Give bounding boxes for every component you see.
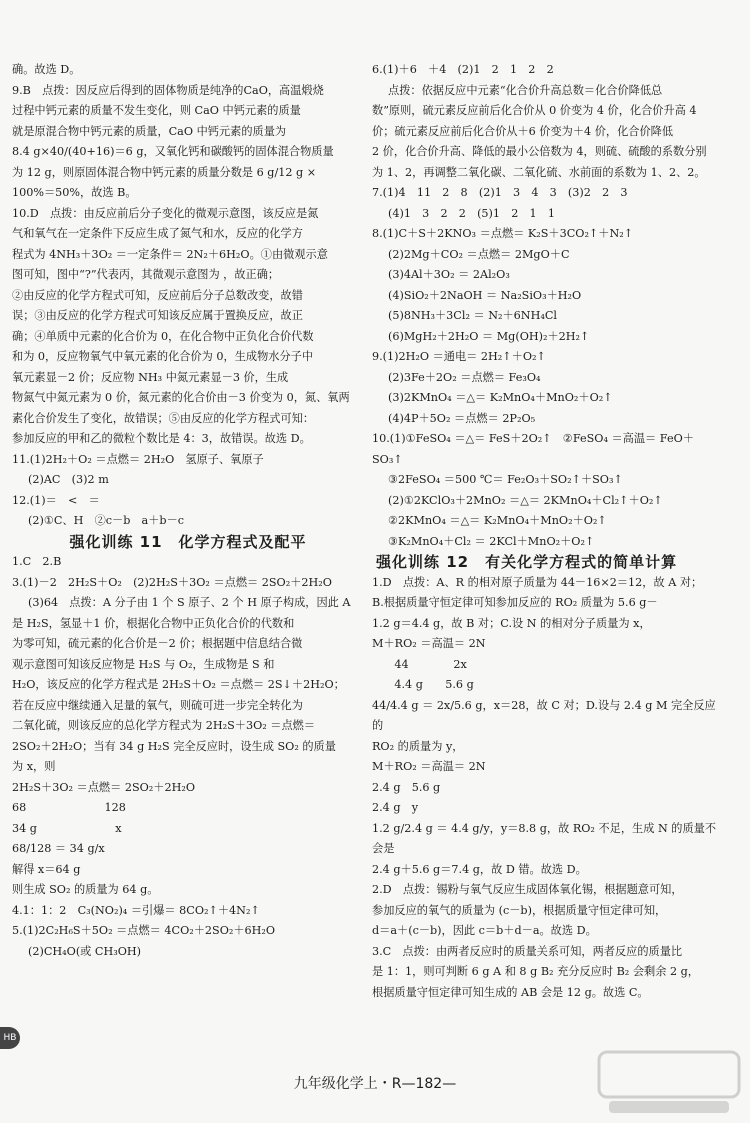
answer-line: 1.D 点拨：A、R 的相对原子质量为 44－16×2＝12，故 A 对； [372,575,703,589]
answer-line: 若在反应中继续通入足量的氧气，则硫可进一步完全转化为 [12,698,303,712]
answer-line: 11.(1)2H₂＋O₂ ＝点燃＝ 2H₂O 氢原子、氧原子 [12,452,264,466]
answer-line: 程式为 4NH₃＋3O₂ ＝一定条件＝ 2N₂＋6H₂O。①由微观示意 [12,247,328,261]
edition-badge: HB [0,1027,20,1049]
answer-line: 解得 x＝64 g [12,862,81,876]
answer-line: (2)3Fe＋2O₂ ＝点燃＝ Fe₃O₄ [388,370,541,384]
answer-line: 参加反应的甲和乙的微粒个数比是 4：3，故错误。故选 D。 [12,432,311,445]
answer-line: 68 128 [12,801,126,814]
answer-line: 12.(1)＝ < ＝ [12,493,100,507]
answer-line: 1.C 2.B [12,555,62,568]
answer-line: (2)2Mg＋CO₂ ＝点燃＝ 2MgO＋C [388,247,570,261]
answer-line: 为 12 g，则原固体混合物中钙元素的质量分数是 6 g/12 g × [12,165,317,179]
answer-line: 9.(1)2H₂O ＝通电＝ 2H₂↑＋O₂↑ [372,350,546,363]
answer-line: 就是原混合物中钙元素的质量，CaO 中钙元素的质量为 [12,124,287,138]
answer-line: d＝a＋(c－b)，因此 c＝b＋d－a。故选 D。 [372,924,597,937]
answer-line: (2)CH₄O(或 CH₃OH) [28,944,142,958]
answer-line: 4.4 g 5.6 g [372,678,474,691]
answer-line: (4)1 3 2 2 (5)1 2 1 1 [388,206,555,220]
answer-line: 素化合价发生了变化，故错误；⑤由反应的化学方程式可知： [12,411,315,425]
answer-line: RO₂ 的质量为 y， [372,739,464,753]
answer-line: 是 H₂S，氢显＋1 价，根据化合物中正负化合价的代数和 [12,616,295,630]
answer-line: 9.B 点拨：因反应后得到的固体物质是纯净的CaO，高温煅烧 [12,83,324,97]
answer-line: (5)8NH₃＋3Cl₂ ＝ N₂＋6NH₄Cl [388,309,557,322]
right-column [372,60,724,1003]
answer-line: 3.C 点拨：由两者反应时的质量关系可知，两者反应的质量比 [372,944,683,958]
answer-line: (2)①C、H ②c－b a＋b－c [28,514,185,527]
answer-line: M＋RO₂ ＝高温＝ 2N [372,637,486,650]
answer-line: 2SO₂＋2H₂O；当有 34 g H₂S 完全反应时，设生成 SO₂ 的质量 [12,739,336,753]
answer-line: 3.(1)－2 2H₂S＋O₂ (2)2H₂S＋3O₂ ＝点燃＝ 2SO₂＋2H₂O [12,575,332,589]
answer-line: 为 x，则 [12,760,56,773]
page-footer: 九年级化学上・R—182— [293,1076,457,1092]
answer-line: 1.2 g＝4.4 g，故 B 对；C.设 N 的相对分子质量为 x， [372,616,651,630]
answer-line: 2.D 点拨：锡粉与氧气反应生成固体氧化锡，根据题意可知， [372,883,683,896]
answer-line: (2)①2KClO₃＋2MnO₂ ＝△＝ 2KMnO₄＋Cl₂↑＋O₂↑ [388,493,663,507]
answer-line: 2.4 g y [372,801,419,814]
answer-line: ②2KMnO₄ ＝△＝ K₂MnO₄＋MnO₂＋O₂↑ [388,514,607,527]
answer-line: 点拨：依据反应中元素“化合价升高总数＝化合价降低总 [388,83,663,97]
answer-line: 为 1、2，再调整二氧化碳、二氧化硫、水前面的系数为 1、2、2。 [372,165,706,179]
section-heading: 强化训练 11 化学方程式及配平 [69,532,307,551]
answer-line: (2)AC (3)2 m [28,473,109,486]
answer-line: 2.4 g 5.6 g [372,780,441,794]
answer-line: 物氮气中氮元素为 0 价，氮元素的化合价由－3 价变为 0，氮、氧两 [12,391,350,404]
answer-line: 和为 0，反应物氧气中氧元素的化合价为 0，生成物水分子中 [12,350,314,363]
answer-line: ③2FeSO₄ ＝500 ℃＝ Fe₂O₃＋SO₂↑＋SO₃↑ [388,473,623,486]
answer-line: 4.1：1：2 C₃(NO₂)₄ ＝引爆＝ 8CO₂↑＋4N₂↑ [12,903,260,917]
answer-line: M＋RO₂ ＝高温＝ 2N [372,760,486,773]
section-heading: 强化训练 12 有关化学方程式的简单计算 [376,553,678,571]
answer-line: (4)SiO₂＋2NaOH ＝ Na₂SiO₃＋H₂O [388,288,582,302]
answer-line: H₂O，该反应的化学方程式是 2H₂S＋O₂ ＝点燃＝ 2S↓＋2H₂O； [12,678,345,691]
answer-line: 10.D 点拨：由反应前后分子变化的微观示意图，该反应是氮 [12,206,319,220]
answer-line: 参加反应的氧气的质量为 (c－b)，根据质量守恒定律可知， [372,903,667,917]
answer-line: 68/128 ＝ 34 g/x [12,842,105,855]
answer-line: 7.(1)4 11 2 8 (2)1 3 4 3 (3)2 2 3 [372,186,628,199]
answer-line: 氧元素显－2 价；反应物 NH₃ 中氮元素显－3 价，生成 [12,370,289,384]
answer-line: (3)4Al＋3O₂ ＝ 2Al₂O₃ [388,268,510,281]
answer-line: 2.4 g＋5.6 g＝7.4 g，故 D 错。故选 D。 [372,862,587,876]
answer-line: 34 g x [12,821,122,835]
left-column [12,60,364,962]
answer-line: 6.(1)＋6 ＋4 (2)1 2 1 2 2 [372,63,554,76]
answer-line: 观示意图可知该反应物是 H₂S 与 O₂，生成物是 S 和 [12,657,275,671]
answer-line: 过程中钙元素的质量不发生变化，则 CaO 中钙元素的质量 [12,104,301,117]
answer-line: (6)MgH₂＋2H₂O ＝ Mg(OH)₂＋2H₂↑ [388,329,590,343]
answer-line: 2 价，化合价升高、降低的最小公倍数为 4，则硫、硫酸的系数分别 [372,145,707,158]
answer-line: 1.2 g/2.4 g ＝ 4.4 g/y，y＝8.8 g，故 RO₂ 不足，生成 N 的质量不会是 [372,821,717,855]
answer-line: (4)4P＋5O₂ ＝点燃＝ 2P₂O₅ [388,411,536,425]
answer-line: 确。故选 D。 [12,63,81,76]
answer-line: 是 1：1，则可判断 6 g A 和 8 g B₂ 充分反应时 B₂ 会剩余 2 g， [372,965,699,978]
answer-line: 价；硫元素反应前后化合价从＋6 价变为＋4 价，化合价降低 [372,124,674,138]
answer-line: ②由反应的化学方程式可知，反应前后分子总数改变，故错 [12,288,303,302]
answer-line: 100%＝50%，故选 B。 [12,186,137,199]
answer-line: 5.(1)2C₂H₆S＋5O₂ ＝点燃＝ 4CO₂＋2SO₂＋6H₂O [12,924,276,937]
answer-line: 误；③由反应的化学方程式可知该反应属于置换反应，故正 [12,309,303,322]
answer-line: 根据质量守恒定律可知生成的 AB 会是 12 g。故选 C。 [372,985,649,999]
answer-line: 数”原则，硫元素反应前后化合价从 0 价变为 4 价，化合价升高 4 [372,104,697,117]
answer-line: 图可知，图中“?”代表丙，其微观示意图为 ，故正确； [12,268,280,281]
answer-line: 44 2x [372,657,467,671]
answer-line: 气和氧气在一定条件下反应生成了氮气和水，反应的化学方 [12,227,303,240]
answer-line: 10.(1)①FeSO₄ ＝△＝ FeS＋2O₂↑ ②FeSO₄ ＝高温＝ FeO＋SO₃↑ [372,432,694,466]
answer-line: ③K₂MnO₄＋Cl₂ ＝ 2KCl＋MnO₂＋O₂↑ [388,534,595,548]
answer-line: (3)2KMnO₄ ＝△＝ K₂MnO₄＋MnO₂＋O₂↑ [388,391,613,404]
answer-line: 2H₂S＋3O₂ ＝点燃＝ 2SO₂＋2H₂O [12,780,196,794]
answer-line: B.根据质量守恒定律可知参加反应的 RO₂ 质量为 5.6 g－ [372,596,658,609]
answer-line: 二氧化硫，则该反应的总化学方程式为 2H₂S＋3O₂ ＝点燃＝ [12,719,316,732]
answer-line: 为零可知，硫元素的化合价是－2 价；根据题中信息结合微 [12,637,303,650]
answer-line: 8.4 g×40/(40+16)＝6 g，又氧化钙和碳酸钙的固体混合物质量 [12,145,334,158]
answer-line: 则生成 SO₂ 的质量为 64 g。 [12,883,159,896]
answer-line: 44/4.4 g ＝ 2x/5.6 g，x＝28，故 C 对；D.设与 2.4 g M 完全反应的 [372,698,716,732]
answer-line: 8.(1)C＋S＋2KNO₃ ＝点燃＝ K₂S＋3CO₂↑＋N₂↑ [372,227,634,240]
answer-line: (3)64 点拨：A 分子由 1 个 S 原子、2 个 H 原子构成，因此 A [28,596,351,609]
watermark-logo-icon [594,1047,744,1117]
answer-line: 确；④单质中元素的化合价为 0，在化合物中正负化合价代数 [12,329,314,343]
